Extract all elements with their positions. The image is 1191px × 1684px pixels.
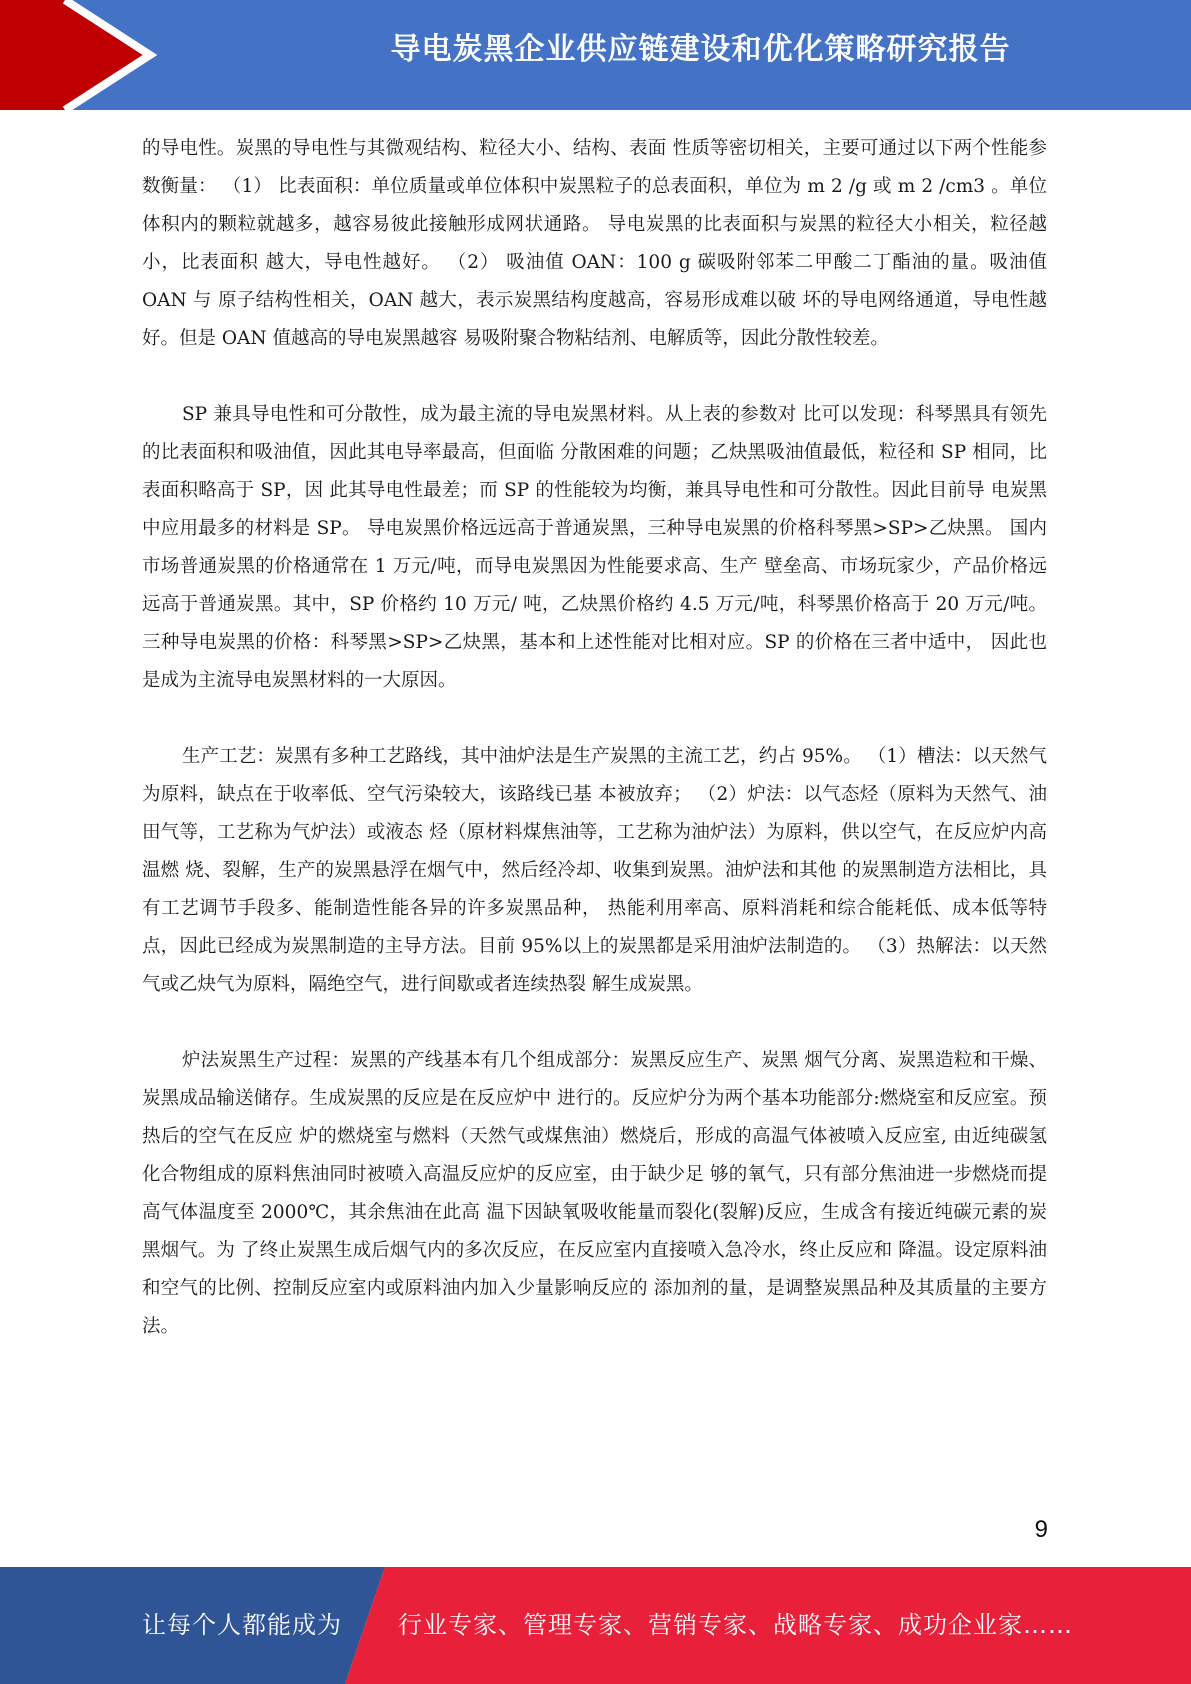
- page-number: 9: [1034, 1516, 1048, 1543]
- footer-slogan-right: 行业专家、管理专家、营销专家、战略专家、成功企业家……: [398, 1611, 1073, 1639]
- footer-slogan-left: 让每个人都能成为: [142, 1611, 342, 1639]
- paragraph-furnace-process: 炉法炭黑生产过程：炭黑的产线基本有几个组成部分：炭黑反应生产、炭黑 烟气分离、炭黑造粒和干燥、炭黑成品输送储存。生成炭黑的反应是在反应炉中 进行的。反应炉分为两个基本功能部分:燃烧室和反应室。预热后的空气在反应 炉的燃烧室与燃料（天然气或煤焦油）燃烧后，形成的高温气体被喷入反应室, 由近纯碳氢化合物组成的原料焦油同时被喷入高温反应炉的反应室，由于缺少足 够的氧气，只有部分焦油进一步燃烧而提高气体温度至 2000℃，其余焦油在此高 温下因缺氧吸收能量而裂化(裂解)反应，生成含有接近纯碳元素的炭黑烟气。为 了终止炭黑生成后烟气内的多次反应，在反应室内直接喷入急冷水，终止反应和 降温。设定原料油和空气的比例、控制反应室内或原料油内加入少量影响反应的 添加剂的量，是调整炭黑品种及其质量的主要方法。: [142, 1050, 1047, 1337]
- page-footer: [0, 1567, 1191, 1684]
- document-body: [142, 130, 1047, 1346]
- page-header: [0, 0, 1191, 110]
- paragraph-sp-comparison: SP 兼具导电性和可分散性，成为最主流的导电炭黑材料。从上表的参数对 比可以发现：科琴黑具有领先的比表面积和吸油值，因此其电导率最高，但面临 分散困难的问题；乙炔黑吸油值最低，粒径和 SP 相同，比表面积略高于 SP，因 此其导电性最差；而 SP 的性能较为均衡，兼具导电性和可分散性。因此目前导 电炭黑中应用最多的材料是 SP。 导电炭黑价格远远高于普通炭黑，三种导电炭黑的价格科琴黑>SP>乙炔黑。 国内市场普通炭黑的价格通常在 1 万元/吨，而导电炭黑因为性能要求高、生产 壁垒高、市场玩家少，产品价格远远高于普通炭黑。其中，SP 价格约 10 万元/ 吨，乙炔黑价格约 4.5 万元/吨，科琴黑价格高于 20 万元/吨。三种导电炭黑的价格：科琴黑>SP>乙炔黑，基本和上述性能对比相对应。SP 的价格在三者中适中， 因此也是成为主流导电炭黑材料的一大原因。: [142, 404, 1047, 691]
- paragraph-conductivity: 的导电性。炭黑的导电性与其微观结构、粒径大小、结构、表面 性质等密切相关，主要可通过以下两个性能参数衡量： （1） 比表面积：单位质量或单位体积中炭黑粒子的总表面积，单位为 m 2 /g 或 m 2 /cm3 。单位体积内的颗粒就越多，越容易彼此接触形成网状通路。 导电炭黑的比表面积与炭黑的粒径大小相关，粒径越小，比表面积 越大，导电性越好。 （2） 吸油值 OAN：100 g 碳吸附邻苯二甲酸二丁酯油的量。吸油值 OAN 与 原子结构性相关，OAN 越大，表示炭黑结构度越高，容易形成难以破 坏的导电网络通道，导电性越好。但是 OAN 值越高的导电炭黑越容 易吸附聚合物粘结剂、电解质等，因此分散性较差。: [142, 138, 1047, 349]
- paragraph-production-process: 生产工艺：炭黑有多种工艺路线，其中油炉法是生产炭黑的主流工艺，约占 95%。 （1）槽法：以天然气为原料，缺点在于收率低、空气污染较大，该路线已基 本被放弃； （2）炉法：以气态烃（原料为天然气、油田气等，工艺称为气炉法）或液态 烃（原材料煤焦油等，工艺称为油炉法）为原料，供以空气，在反应炉内高温燃 烧、裂解，生产的炭黑悬浮在烟气中，然后经冷却、收集到炭黑。油炉法和其他 的炭黑制造方法相比，具有工艺调节手段多、能制造性能各异的许多炭黑品种， 热能利用率高、原料消耗和综合能耗低、成本低等特点，因此已经成为炭黑制造的主导方法。目前 95%以上的炭黑都是采用油炉法制造的。 （3）热解法：以天然气或乙炔气为原料，隔绝空气，进行间歇或者连续热裂 解生成炭黑。: [142, 746, 1047, 995]
- report-title: 导电炭黑企业供应链建设和优化策略研究报告: [390, 32, 1011, 67]
